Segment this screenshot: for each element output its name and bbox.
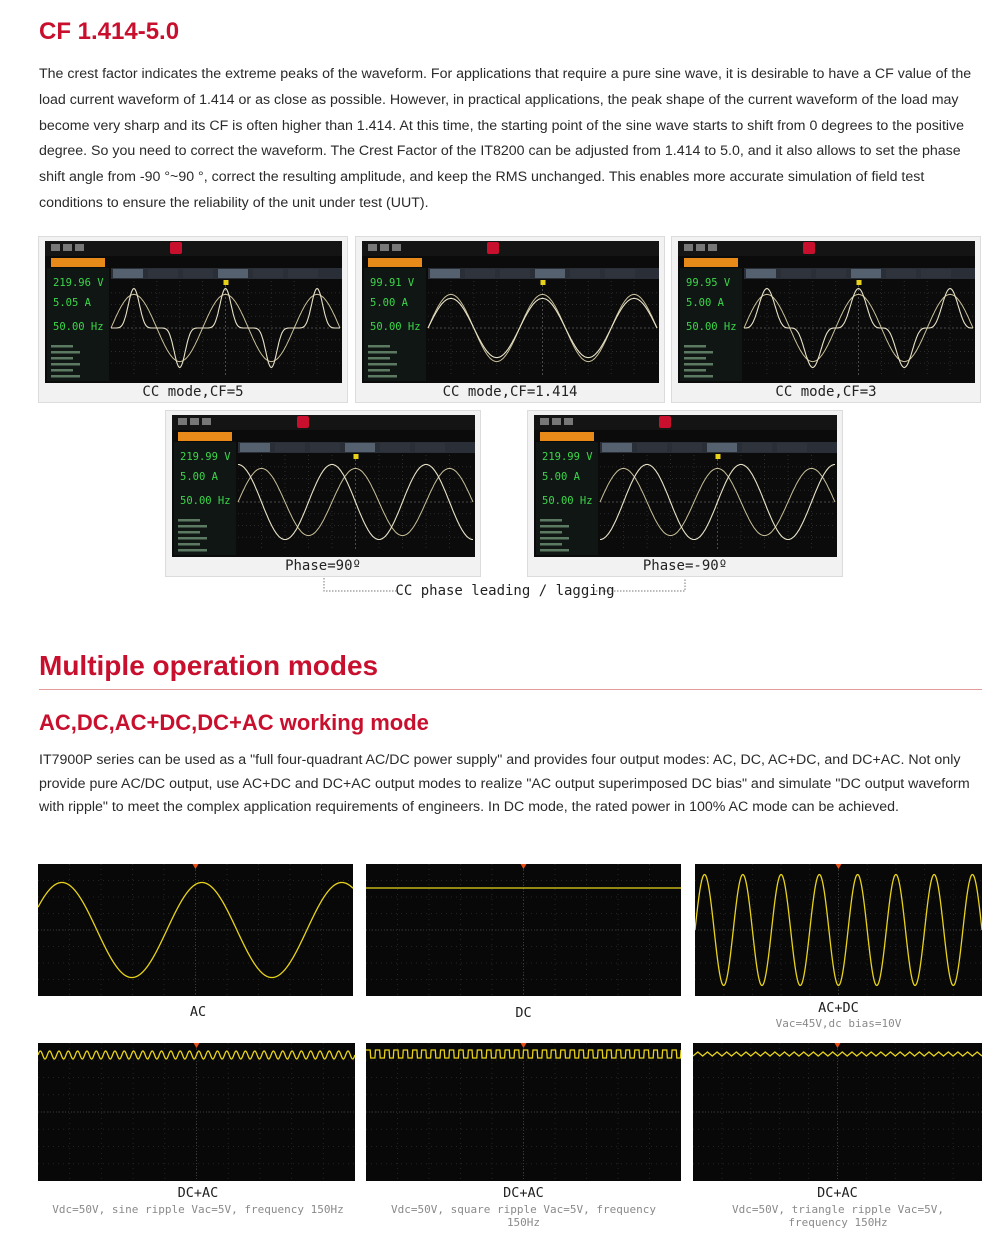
status-icon [75,244,84,251]
frequency-readout: 50.00 Hz [686,321,737,333]
scope-caption: Phase=-90º [642,558,728,574]
power-icon [803,242,815,254]
toolbar-button [183,269,213,278]
status-icon [708,244,717,251]
toolbar-button [310,443,340,452]
status-icon [540,418,549,425]
stat-line [368,351,397,354]
status-icon [63,244,72,251]
toolbar-button [602,443,632,452]
mode-tab [540,432,594,441]
voltage-readout: 99.95 V [686,277,731,289]
scope-card-phase90 [165,410,481,577]
stat-line [540,531,562,534]
toolbar-button [253,269,283,278]
toolbar-button [500,269,530,278]
wave-grid [366,1043,681,1181]
status-icon [696,244,705,251]
toolbar-button [746,269,776,278]
trigger-marker [521,1043,527,1048]
stat-line [368,357,390,360]
status-icon [564,418,573,425]
wave-grid [366,864,681,996]
trigger-marker [835,1043,841,1048]
mode-sub-label: Vdc=50V, sine ripple Vac=5V, frequency 150Hz [52,1203,344,1216]
toolbar-button [113,269,143,278]
mode-label: DC+AC [503,1185,544,1201]
scope-card-cf5 [38,236,348,403]
wave-grid [695,864,982,996]
status-icon [392,244,401,251]
stat-line [51,345,73,348]
stat-line [178,519,200,522]
current-readout: 5.00 A [180,471,218,483]
scope-screen [678,241,975,383]
toolbar-button [430,269,460,278]
stat-line [51,357,73,360]
scope-screen [362,241,659,383]
stat-line [51,351,80,354]
modes-section-title: Multiple operation modes [39,650,379,681]
wave-panel-acdc [695,864,982,996]
mode-sub-label: Vdc=50V, square ripple Vac=5V, frequency 150Hz [391,1203,656,1229]
toolbar-button [605,269,635,278]
status-icon [380,244,389,251]
wave-grid [38,1043,355,1181]
toolbar-button [415,443,445,452]
power-icon [170,242,182,254]
stat-line [368,363,397,366]
stat-line [51,375,80,378]
toolbar-button [707,443,737,452]
toolbar-button [777,443,807,452]
power-icon [297,416,309,428]
frequency-readout: 50.00 Hz [370,321,421,333]
stat-line [684,375,713,378]
trigger-marker [857,280,862,285]
status-icon [684,244,693,251]
trigger-marker [193,864,199,869]
stat-line [178,525,207,528]
wave-panel-ac [38,864,353,996]
bracket-label: CC phase leading / lagging [395,583,615,599]
toolbar-button [781,269,811,278]
wave-panel-dcac-square [366,1043,681,1181]
toolbar-button [921,269,951,278]
mode-tab [51,258,105,267]
mode-tab [178,432,232,441]
mode-label: AC+DC [818,1000,859,1016]
scope-screen [534,415,837,557]
wave-panel-dcac-triangle [693,1043,982,1181]
frequency-readout: 50.00 Hz [180,495,231,507]
stat-line [178,537,207,540]
mode-sub-label: Vdc=50V, triangle ripple Vac=5V, frequency 150Hz [732,1203,944,1229]
wave-panel-dc [366,864,681,996]
status-icon [178,418,187,425]
stat-line [368,369,390,372]
cf-section-title: CF 1.414-5.0 [39,18,180,45]
scope-caption: Phase=90º [285,558,361,574]
stat-line [178,531,200,534]
toolbar-button [535,269,565,278]
stat-line [178,549,207,552]
toolbar-button [218,269,248,278]
mode-label: DC+AC [177,1185,219,1201]
power-icon [659,416,671,428]
toolbar-button [851,269,881,278]
stat-line [540,549,569,552]
trigger-marker [354,454,359,459]
section-divider [39,689,982,690]
stat-line [51,369,73,372]
stat-line [540,543,562,546]
trigger-marker [836,864,842,869]
stat-line [684,357,706,360]
scope-caption: CC mode,CF=3 [775,384,877,400]
toolbar-button [465,269,495,278]
stat-line [368,375,397,378]
stat-line [51,363,80,366]
current-readout: 5.00 A [542,471,580,483]
voltage-readout: 219.96 V [53,277,104,289]
scope-screen [172,415,475,557]
stat-line [684,345,706,348]
toolbar-button [275,443,305,452]
toolbar-button [742,443,772,452]
wave-grid [693,1043,982,1181]
mode-tab [368,258,422,267]
toolbar-button [148,269,178,278]
trigger-marker [224,280,229,285]
stat-line [684,369,706,372]
trigger-marker [194,1043,200,1048]
trigger-marker [541,280,546,285]
scope-caption: CC mode,CF=5 [142,384,244,400]
voltage-readout: 99.91 V [370,277,415,289]
toolbar-button [637,443,667,452]
stat-line [540,519,562,522]
stat-line [540,525,569,528]
status-icon [552,418,561,425]
waveform-trace [366,1050,681,1058]
stat-line [178,543,200,546]
status-icon [368,244,377,251]
toolbar-button [288,269,318,278]
current-readout: 5.00 A [686,297,724,309]
power-icon [487,242,499,254]
stat-line [684,351,713,354]
voltage-readout: 219.99 V [542,451,593,463]
status-icon [190,418,199,425]
scope-screen [45,241,342,383]
status-icon [202,418,211,425]
scope-card-phase-neg90 [527,410,843,577]
mode-label: DC+AC [817,1185,858,1201]
mode-sub-label: Vac=45V,dc bias=10V [775,1017,902,1030]
toolbar-button [240,443,270,452]
mode-label: DC [515,1005,532,1021]
current-readout: 5.05 A [53,297,91,309]
mode-label: AC [189,1004,207,1020]
scope-card-cf3 [671,236,981,403]
current-readout: 5.00 A [370,297,408,309]
toolbar-button [570,269,600,278]
toolbar-button [816,269,846,278]
trigger-marker [521,864,527,869]
mode-tab [684,258,738,267]
stat-line [684,363,713,366]
frequency-readout: 50.00 Hz [53,321,104,333]
stat-line [540,537,569,540]
scope-card-cf1414 [355,236,665,403]
toolbar-button [380,443,410,452]
modes-subtitle: AC,DC,AC+DC,DC+AC working mode [39,710,429,735]
modes-paragraph: IT7900P series can be used as a "full four-quadrant AC/DC power supply" and provides four output modes: AC, DC, AC+DC, and DC+AC. Not only provide pure AC/DC output, use AC+DC and DC+AC output modes to realize "AC output superimposed DC bias" and simulate "DC output waveform with ripple" to meet the complex application requirements of engineers. In DC mode, the rated power in 100% AC mode can be achieved. [39,752,970,815]
toolbar-button [886,269,916,278]
cf-section-paragraph: The crest factor indicates the extreme peaks of the waveform. For applications that require a pure sine wave, it is desirable to have a CF value of the load current waveform of 1.414 or as close as possible. However, in practical applications, the peak shape of the current waveform of the load may become very sharp and its CF is often higher than 1.414. At this time, the starting point of the sine wave starts to shift from 0 degrees to the positive degree. So you need to correct the waveform. The Crest Factor of the IT8200 can be adjusted from 1.414 to 5.0, and it also allows to set the phase shift angle from -90 °~90 °, correct the resulting amplitude, and keep the RMS unchanged. This enables more accurate simulation of field test conditions to ensure the reliability of the unit under test (UUT). [39,66,972,211]
wave-panel-dcac-sine [38,1043,355,1181]
voltage-readout: 219.99 V [180,451,231,463]
toolbar-button [672,443,702,452]
status-icon [51,244,60,251]
frequency-readout: 50.00 Hz [542,495,593,507]
trigger-marker [716,454,721,459]
scope-caption: CC mode,CF=1.414 [442,384,578,400]
toolbar-button [345,443,375,452]
stat-line [368,345,390,348]
